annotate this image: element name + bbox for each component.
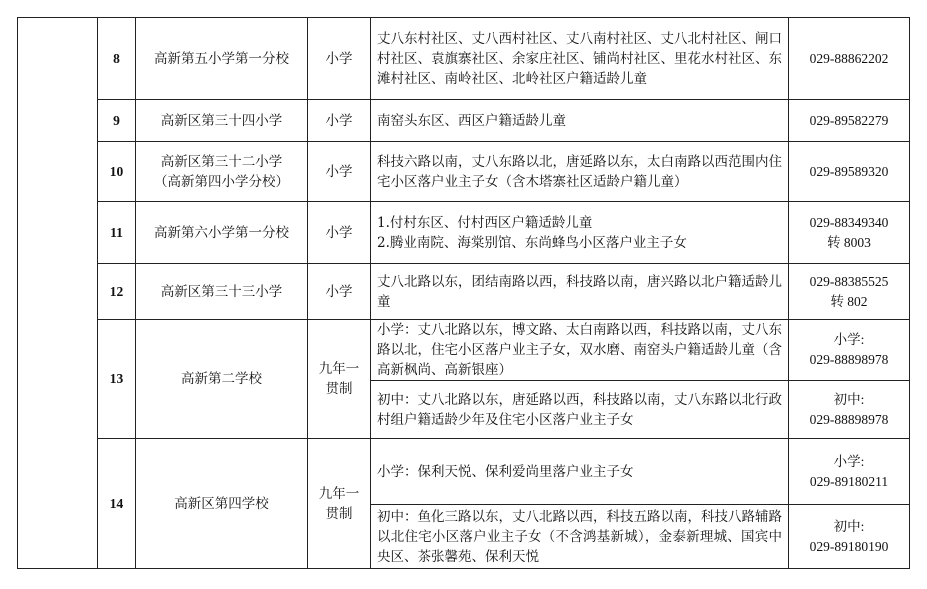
enrollment-area-line: 初中：鱼化三路以东，丈八北路以西，科技五路以南，科技八路辅路以北住宅小区落户业主子女（不含鸿基新城），金泰新理城、国宾中央区、茶张馨苑、保利天悦 — [377, 508, 782, 565]
school-name — [136, 439, 308, 569]
row-number: 14 — [98, 439, 136, 569]
enrollment-area — [371, 505, 789, 569]
row-number: 8 — [98, 18, 136, 100]
contact-phone-line: 029-88862202 — [809, 50, 889, 66]
enrollment-area — [371, 439, 789, 505]
school-type — [308, 100, 371, 142]
enrollment-area-line: 初中：丈八北路以东，唐延路以西，科技路以南，丈八东路以北行政村组户籍适龄少年及住宅小区落户业主子女 — [377, 391, 782, 428]
table-row — [18, 202, 910, 264]
row-number: 11 — [98, 202, 136, 264]
contact-phone — [789, 142, 910, 202]
table-row — [18, 264, 910, 320]
enrollment-area — [371, 18, 789, 100]
row-number: 9 — [98, 100, 136, 142]
school-type — [308, 439, 371, 569]
enrollment-area — [371, 381, 789, 439]
contact-phone — [789, 264, 910, 320]
school-type-line: 小学 — [325, 283, 353, 300]
school-name-line: 高新第二学校 — [181, 371, 262, 387]
contact-phone-line: 029-88898978 — [809, 352, 889, 367]
row-number: 12 — [98, 264, 136, 320]
enrollment-area — [371, 264, 789, 320]
row-number: 13 — [98, 320, 136, 439]
table-row — [18, 18, 910, 100]
contact-phone-line: 转 802 — [830, 293, 868, 309]
school-type — [308, 142, 371, 202]
school-name-line: 高新区第三十三小学 — [160, 283, 283, 300]
contact-phone-line: 小学: — [833, 332, 865, 347]
school-name — [136, 100, 308, 142]
contact-phone — [789, 381, 910, 439]
contact-phone-line: 029-89582279 — [809, 112, 889, 128]
school-type-line: 贯制 — [325, 505, 353, 522]
school-name-line: 高新区第四学校 — [174, 495, 269, 512]
school-type — [308, 202, 371, 264]
contact-phone — [789, 505, 910, 569]
school-type-line: 小学 — [325, 224, 353, 241]
school-name-line: 高新第六小学第一分校 — [154, 224, 289, 241]
contact-phone-line: 小学: — [833, 453, 865, 469]
enrollment-area — [371, 142, 789, 202]
blank-column-cell — [18, 18, 98, 569]
school-name-line: 高新区第三十二小学 — [160, 153, 283, 170]
enrollment-area-line: 丈八东村社区、丈八西村社区、丈八南村社区、丈八北村社区、闸口村社区、袁旗寨社区、余家庄社区、铺尚村社区、里花水村社区、东滩村社区、南岭社区、北岭社区户籍适龄儿童 — [377, 30, 782, 87]
school-type-line: 九年一 — [318, 361, 360, 377]
table-row — [18, 100, 910, 142]
enrollment-area-line: 南窑头东区、西区户籍适龄儿童 — [377, 112, 566, 129]
school-name — [136, 320, 308, 439]
school-type — [308, 320, 371, 439]
contact-phone-line: 初中: — [833, 518, 865, 534]
school-name — [136, 202, 308, 264]
enrollment-area-line: 丈八北路以东，团结南路以西，科技路以南，唐兴路以北户籍适龄儿童 — [377, 273, 782, 310]
enrollment-area — [371, 100, 789, 142]
enrollment-area — [371, 202, 789, 264]
school-name-line: 高新区第三十四小学 — [160, 112, 283, 129]
contact-phone-line: 029-88385525 — [809, 273, 889, 289]
contact-phone-line: 029-89180190 — [809, 538, 889, 554]
school-type-line: 小学 — [325, 163, 353, 180]
table-row — [18, 142, 910, 202]
contact-phone-line: 转 8003 — [827, 234, 871, 250]
contact-phone-line: 029-88898978 — [809, 411, 889, 427]
enrollment-table — [17, 17, 910, 569]
contact-phone — [789, 202, 910, 264]
contact-phone-line: 029-89180211 — [809, 473, 889, 489]
school-type — [308, 18, 371, 100]
school-name — [136, 18, 308, 100]
school-name — [136, 142, 308, 202]
contact-phone-line: 029-88349340 — [809, 214, 889, 230]
enrollment-area — [371, 320, 789, 381]
enrollment-area-line: 小学：保利天悦、保利爱尚里落户业主子女 — [377, 463, 634, 480]
enrollment-area-line: 科技六路以南，丈八东路以北，唐延路以东，太白南路以西范围内住宅小区落户业主子女（含木塔寨社区适龄户籍儿童） — [377, 153, 782, 190]
contact-phone — [789, 100, 910, 142]
contact-phone — [789, 320, 910, 381]
contact-phone-line: 029-89589320 — [809, 163, 889, 179]
contact-phone-line: 初中: — [833, 391, 865, 407]
contact-phone — [789, 439, 910, 505]
enrollment-area-line: 1.付村东区、付村西区户籍适龄儿童 — [377, 214, 593, 231]
row-number: 10 — [98, 142, 136, 202]
school-name-line: （高新第四小学分校） — [154, 173, 289, 190]
school-name — [136, 264, 308, 320]
enrollment-area-line: 小学：丈八北路以东，博文路、太白南路以西，科技路以南，丈八东路以北，住宅小区落户业主子女，双水磨、南窑头户籍适龄儿童（含高新枫尚、高新银座） — [377, 322, 782, 378]
school-type-line: 小学 — [325, 112, 353, 129]
table-row — [18, 320, 910, 381]
school-type-line: 小学 — [325, 50, 353, 67]
school-type-line: 九年一 — [318, 485, 360, 502]
table-row — [18, 439, 910, 505]
school-type-line: 贯制 — [325, 381, 353, 397]
school-name-line: 高新第五小学第一分校 — [154, 50, 289, 67]
enrollment-area-line: 2.腾业南院、海棠别馆、东尚蜂鸟小区落户业主子女 — [377, 234, 687, 251]
school-type — [308, 264, 371, 320]
contact-phone — [789, 18, 910, 100]
